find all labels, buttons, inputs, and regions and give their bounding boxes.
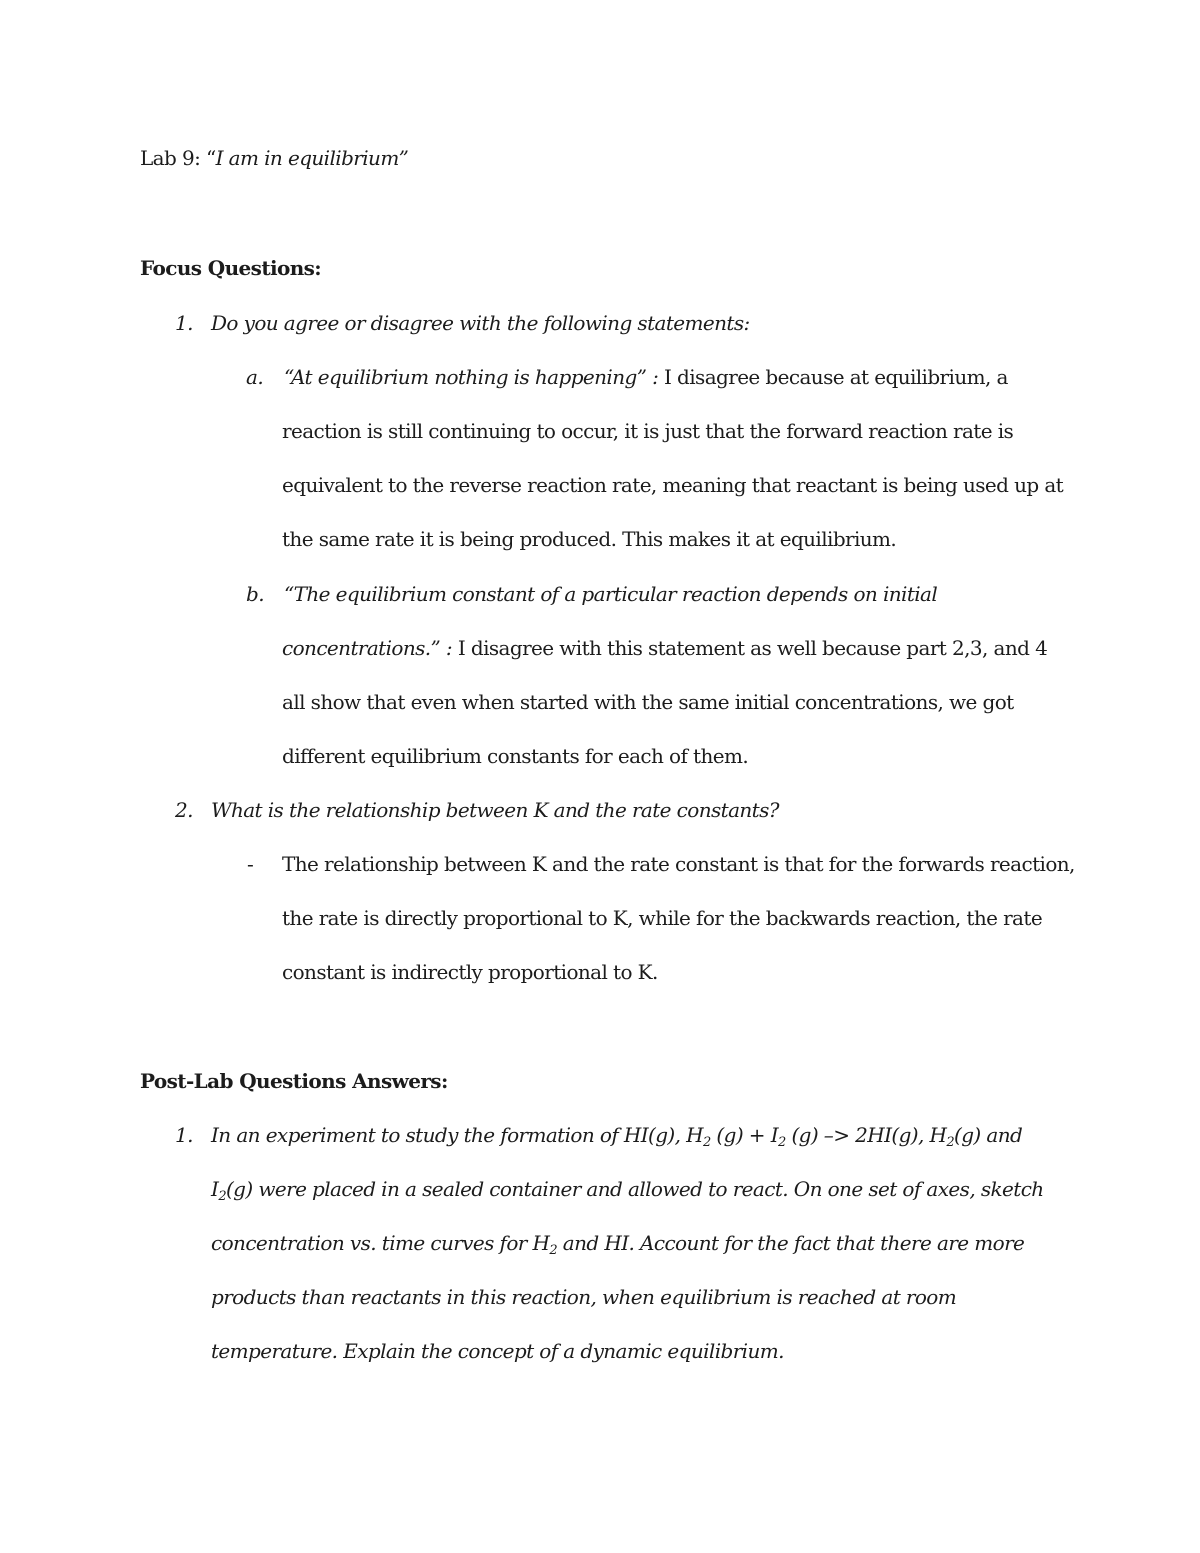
postlab-q1-line3 [211,1229,1024,1257]
postlab-heading: Post-Lab Questions Answers: [140,1069,448,1093]
text-run: concentration vs. time curves for H [211,1231,550,1255]
document-title [140,144,408,172]
focus-q1a-line4: the same rate it is being produced. This makes it at equilibrium. [282,527,897,551]
text-run: (g) + I [710,1123,779,1147]
focus-q1b-line3: all show that even when started with the same initial concentrations, we got [282,690,1014,714]
text-run: (g) and [954,1123,1023,1147]
subscript: 2 [549,1243,558,1258]
focus-q1a-line2: reaction is still continuing to occur, it is just that the forward reaction rate is [282,419,1014,443]
focus-q2-line3: constant is indirectly proportional to K. [282,960,658,984]
subscript: 2 [946,1135,955,1150]
focus-q1b-answer-start: I disagree with this statement as well because part 2,3, and 4 [452,636,1048,660]
text-run: and HI. Account for the fact that there are more [557,1231,1025,1255]
postlab-q1-line4: products than reactants in this reaction, when equilibrium is reached at room [211,1285,957,1309]
postlab-q1-line1 [211,1121,1022,1149]
title-italic: I am in equilibrium” [215,146,409,170]
focus-q1b-letter: b. [246,582,264,606]
focus-q1a-quote: “At equilibrium nothing is happening” : [284,365,659,389]
focus-q1-number: 1. [175,311,193,335]
subscript: 2 [703,1135,711,1150]
text-run: (g) were placed in a sealed container and allowed to react. On one set of axes, sketch [225,1177,1044,1201]
postlab-q1-line5: temperature. Explain the concept of a dynamic equilibrium. [211,1339,784,1363]
focus-q1b-line4: different equilibrium constants for each of them. [282,744,749,768]
text-run: I [211,1177,219,1201]
focus-q1-text: Do you agree or disagree with the following statements: [211,311,750,335]
subscript: 2 [778,1135,786,1150]
text-run: (g) –> 2HI(g), H [785,1123,947,1147]
postlab-q1-number: 1. [175,1123,193,1147]
focus-q1b-quote-line1: “The equilibrium constant of a particular reaction depends on initial [284,582,938,606]
focus-q1a-answer-start: I disagree because at equilibrium, a [658,365,1008,389]
postlab-q1-line2 [211,1175,1044,1203]
subscript: 2 [218,1189,226,1204]
focus-q1a-line1 [284,363,1008,391]
focus-q1b-line2 [282,634,1047,662]
focus-q2-bullet: - [247,852,254,876]
focus-heading: Focus Questions: [140,256,322,280]
focus-q2-line1: The relationship between K and the rate constant is that for the forwards reaction, [282,852,1075,876]
focus-q1a-line3: equivalent to the reverse reaction rate, meaning that reactant is being used up at [282,473,1064,497]
focus-q1b-quote-line2: concentrations.” : [282,636,453,660]
focus-q2-number: 2. [175,798,193,822]
title-prefix: Lab 9: “ [140,146,216,170]
text-run: In an experiment to study the formation of HI(g), H [211,1123,703,1147]
focus-q2-line2: the rate is directly proportional to K, while for the backwards reaction, the rate [282,906,1043,930]
focus-q1a-letter: a. [246,365,264,389]
focus-q2-text: What is the relationship between K and the rate constants? [211,798,779,822]
